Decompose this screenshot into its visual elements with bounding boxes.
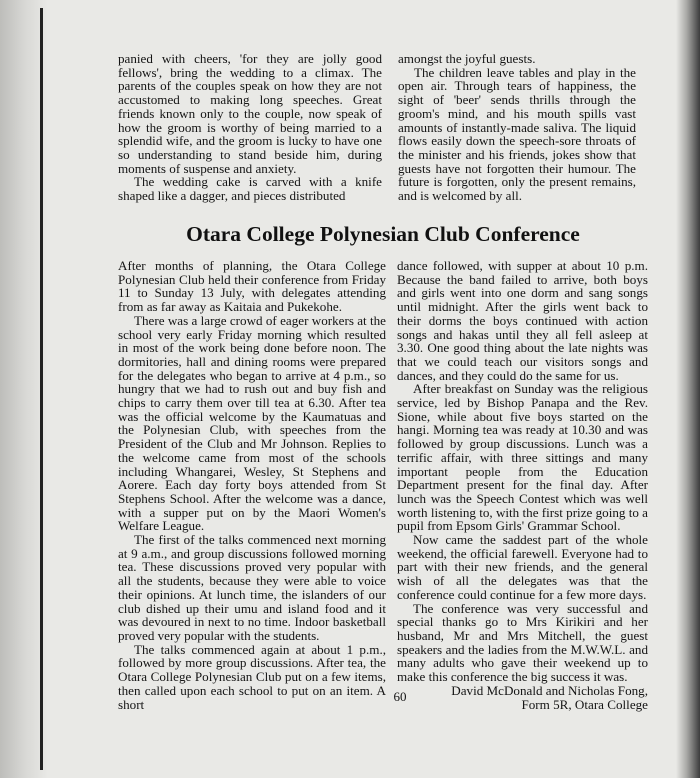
page-binding-edge <box>40 8 43 770</box>
paragraph: amongst the joyful guests. <box>398 51 536 66</box>
paragraph: The first of the talks commenced next morning at 9 a.m., and group discussions followed morning tea. These discussions proved very popular with all the students, because they were able to voice their opinions. At lunch time, the islanders of our club dished up their umu and island food and it was devoured in next to no time. Indoor basketball proved very popular with the students. <box>118 532 386 643</box>
paragraph: The conference was very successful and special thanks go to Mrs Kirikiri and her husband, Mr and Mrs Mitchell, the guest speakers and the ladies from the M.W.W.L. and many adults who gave their weekend up to make this conference the big success it was. <box>397 600 648 685</box>
page-right-edge-shadow <box>676 0 700 778</box>
page-number: 60 <box>393 689 407 704</box>
paragraph: The children leave tables and play in the open air. Through tears of happiness, the sight of 'beer' sends thrills through the groom's mind, and his mouth spills vast amounts of instantly-made saliva. The liquid flows easily down the speech-sore throats of the minister and his friends, jokes show that guests have not forgotten their humour. The future is forgotten, only the present remains, and is welcomed by all. <box>398 64 636 204</box>
article-right-column <box>397 259 648 711</box>
paragraph: The talks commenced again at about 1 p.m., followed by more group discussions. After tea, the Otara College Polynesian Club put on a few items, then called upon each school to put on an item. A short <box>118 641 386 712</box>
article-class-line: Form 5R, Otara College <box>521 696 648 712</box>
paragraph: There was a large crowd of eager workers at the school very early Friday morning which resulted in most of the work being done before noon. The dormitories, hall and dining rooms were prepared for the delegates who began to arrive at 4 p.m., so hungry that we had to rush out and buy fish and chips to carry them over till tea at 6.30. After tea was the official welcome by the Kaumatuas and the Polynesian Club, with speeches from the President of the Club and Mr Johnson. Replies to the welcome came from most of the schools including Whangarei, Wesley, St Stephens and Aorere. Each day forty boys attended from St Stephens School. After the welcome was a dance, with a supper put on by the Maori Women's Welfare League. <box>118 312 386 534</box>
paragraph: panied with cheers, 'for they are jolly good fellows', bring the wedding to a climax. The parents of the couples speak on how they are not accustomed to making long speeches. Great friends known only to the couple, now speak of how the groom is worthy of being married to a splendid wife, and the groom is lucky to have one so understanding to stand beside him, during moments of suspense and anxiety. <box>118 51 382 176</box>
article-title: Otara College Polynesian Club Conference <box>186 222 580 246</box>
paragraph: After months of planning, the Otara College Polynesian Club held their conference from Friday 11 to Sunday 13 July, with delegates attending from as far away as Kaitaia and Pukekohe. <box>118 258 386 315</box>
article-authors: David McDonald and Nicholas Fong, <box>451 682 648 698</box>
previous-article-right-column <box>398 52 636 203</box>
paragraph: dance followed, with supper at about 10 p.m. Because the band failed to arrive, both boys and girls went into one dorm and sang songs until midnight. After the girls went back to their dorms the boys continued with action songs and hakas until they all fell asleep at 3.30. One good thing about the late nights was that we could teach our visitors songs and dances, and they could do the same for us. <box>397 258 648 383</box>
previous-article-left-column <box>118 52 382 203</box>
paragraph: The wedding cake is carved with a knife shaped like a dagger, and pieces distributed <box>118 174 382 204</box>
article-left-column <box>118 259 386 711</box>
paragraph: After breakfast on Sunday was the religious service, led by Bishop Panapa and the Rev. Sione, while about five boys started on the hangi. Morning tea was ready at 10.30 and was followed by group discussions. Lunch was a terrific affair, with three sittings and many important people from the Education Department present for the final day. After lunch was the Speech Contest which was well worth listening to, with the first prize going to a pupil from Epsom Girls' Grammar School. <box>397 381 648 534</box>
paragraph: Now came the saddest part of the whole weekend, the official farewell. Everyone had to part with their new friends, and the general wish of all the delegates was that the conference could continue for a few more days. <box>397 532 648 602</box>
